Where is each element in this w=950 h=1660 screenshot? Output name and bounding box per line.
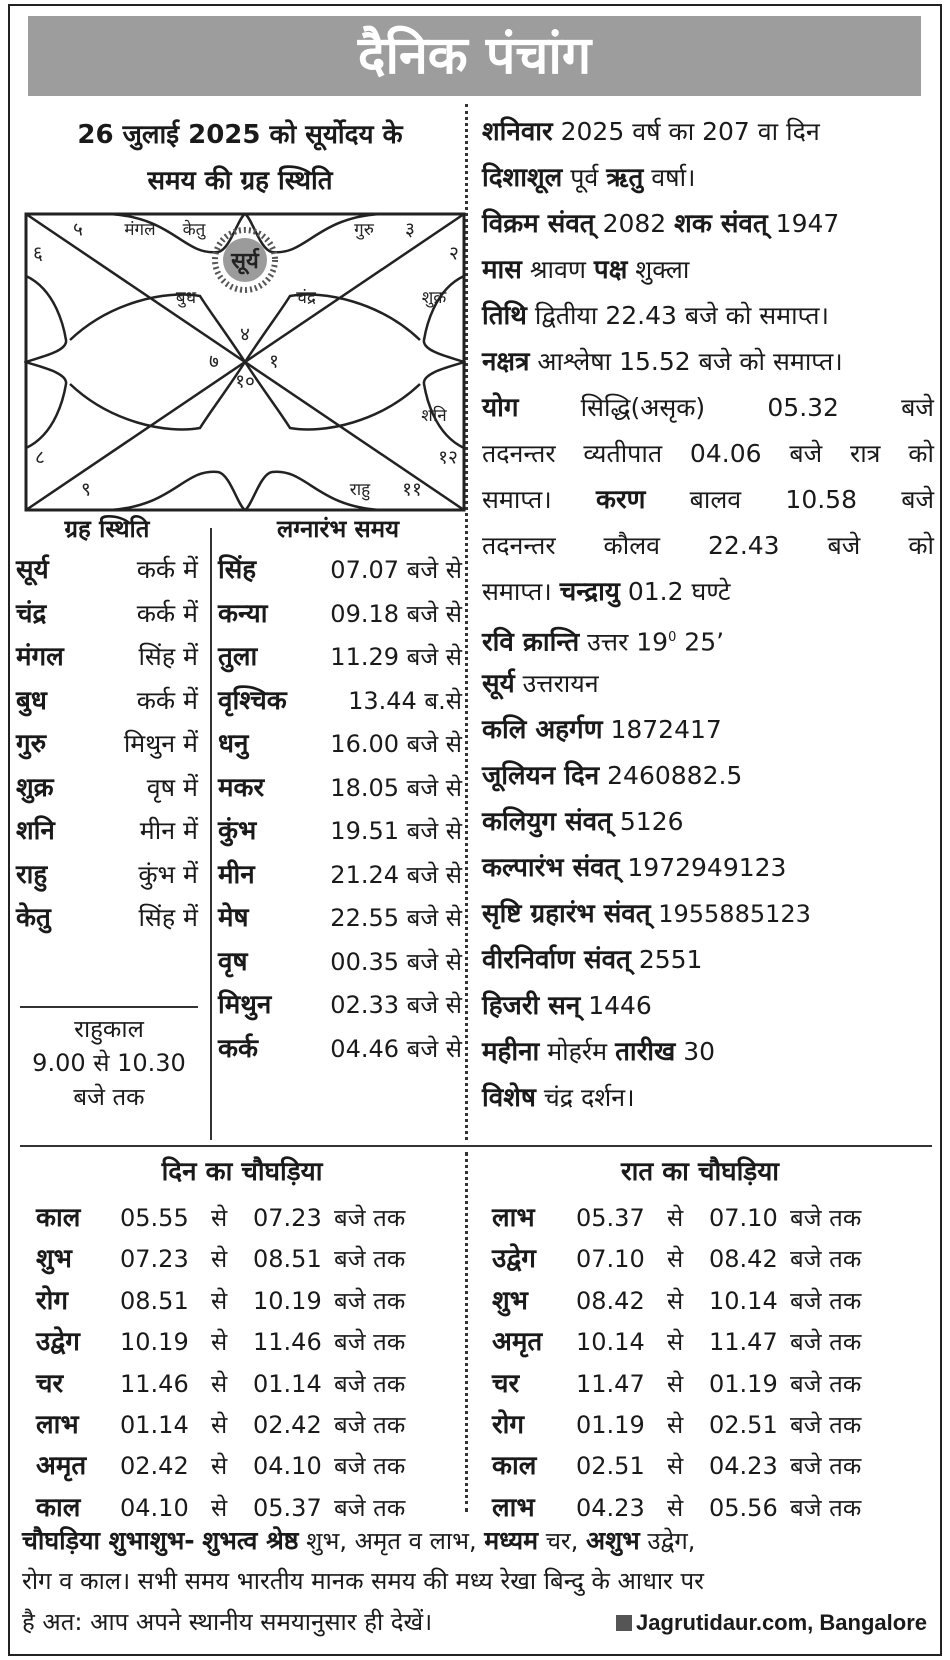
choghadiya-suffix: बजे तक <box>334 1411 406 1439</box>
lagna-time: 18.05 बजे से <box>330 773 462 802</box>
hijri-label: हिजरी सन् <box>482 991 581 1021</box>
graha-lagna-divider <box>210 528 212 1140</box>
choghadiya-from: 11.47 <box>576 1369 645 1398</box>
choghadiya-row <box>36 1405 456 1446</box>
choghadiya-row <box>36 1281 456 1322</box>
choghadiya-name: चर <box>492 1368 520 1399</box>
day-label: शनिवार <box>482 117 553 147</box>
choghadiya-from: 11.46 <box>120 1369 189 1398</box>
choghadiya-se: से <box>211 1411 228 1439</box>
brand-text: Jagrutidaur.com, Bangalore <box>636 1610 927 1635</box>
choghadiya-se: से <box>211 1245 228 1274</box>
rahukaal-suffix: बजे तक <box>73 1083 145 1111</box>
choghadiya-se: से <box>211 1328 228 1357</box>
kranti-label: रवि क्रान्ति <box>482 627 580 658</box>
lagna-row <box>218 895 462 941</box>
choghadiya-to: 07.10 <box>709 1204 778 1232</box>
detail-kranti-line: रवि क्रान्ति उत्तर $19^0$ 25’ <box>482 627 725 658</box>
choghadiya-from: 05.37 <box>576 1204 645 1232</box>
choghadiya-suffix: बजे तक <box>790 1204 862 1232</box>
kundli-chart <box>24 212 466 512</box>
detail-ahargan-line <box>482 707 934 753</box>
graha-row <box>16 591 198 637</box>
lagna-time: 07.07 बजे से <box>330 556 462 584</box>
chart-curve-bottom <box>110 472 380 510</box>
choghadiya-name: लाभ <box>36 1410 79 1440</box>
shak-label: शक संवत् <box>674 209 768 239</box>
detail-nakshatra-line <box>482 339 934 385</box>
choghadiya-se: से <box>667 1328 684 1357</box>
kaliyug-value: 5126 <box>619 807 684 836</box>
graha-row <box>16 634 198 680</box>
lagna-row <box>218 765 462 811</box>
lagna-row <box>218 852 462 898</box>
dishashool-value: पूर्व <box>570 163 599 192</box>
footer-ashubh-label: अशुभ <box>586 1526 640 1555</box>
detail-karan-line2: तदनन्तर कौलव 22.43 बजे को <box>482 531 934 560</box>
footer-shresth: शुभ, अमृत व लाभ, <box>306 1527 477 1555</box>
lagna-title: लग्नारंभ समय <box>276 515 400 543</box>
footer-ashubh: उद्वेग, <box>647 1527 696 1555</box>
veer-value: 2551 <box>638 945 703 974</box>
vishesh-label: विशेष <box>482 1083 536 1113</box>
tarikh-label: तारीख <box>615 1037 676 1067</box>
choghadiya-to: 01.14 <box>253 1369 322 1398</box>
graha-planet: केतु <box>16 903 51 933</box>
choghadiya-suffix: बजे तक <box>334 1204 406 1232</box>
choghadiya-name: शुभ <box>492 1285 528 1316</box>
choghadiya-suffix: बजे तक <box>334 1245 406 1274</box>
choghadiya-to: 10.19 <box>253 1286 322 1315</box>
detail-veer-line <box>482 937 934 983</box>
choghadiya-suffix: बजे तक <box>790 1411 862 1439</box>
ahargan-value: 1872417 <box>610 715 722 744</box>
lagna-row <box>218 939 462 985</box>
graha-row <box>16 547 198 593</box>
house-sign-number: ७ <box>209 350 219 373</box>
choghadiya-to: 02.42 <box>253 1411 322 1439</box>
choghadiya-name: अमृत <box>36 1451 87 1482</box>
choghadiya-name: उद्वेग <box>36 1327 80 1358</box>
veer-label: वीरनिर्वाण संवत् <box>482 945 631 975</box>
choghadiya-from: 05.55 <box>120 1204 189 1232</box>
choghadiya-se: से <box>667 1286 684 1315</box>
house-planet: राहु <box>349 480 371 500</box>
choghadiya-se: से <box>667 1411 684 1439</box>
lagna-time: 13.44 ब.से <box>348 686 462 715</box>
choghadiya-from: 04.10 <box>120 1493 189 1522</box>
choghadiya-suffix: बजे तक <box>334 1493 406 1522</box>
choghadiya-from: 07.23 <box>120 1245 189 1274</box>
choghadiya-to: 08.51 <box>253 1245 322 1274</box>
kranti-degrees: 19 <box>636 627 669 657</box>
lagna-sign: सिंह <box>218 555 257 585</box>
lagna-time: 19.51 बजे से <box>330 817 462 845</box>
lagna-row <box>218 591 462 637</box>
choghadiya-to: 05.56 <box>709 1493 778 1522</box>
lagna-sign: कुंभ <box>218 816 257 846</box>
choghadiya-name: शुभ <box>36 1244 72 1275</box>
brand <box>616 1602 927 1643</box>
choghadiya-row <box>492 1198 912 1239</box>
column-divider-bottom <box>465 1152 468 1512</box>
lagna-row <box>218 1026 462 1072</box>
graha-row <box>16 678 198 724</box>
choghadiya-name: काल <box>36 1492 81 1523</box>
sun-label: सूर्य <box>231 249 259 274</box>
kalparambh-value: 1972949123 <box>627 853 787 882</box>
house-sign-number: १० <box>235 370 255 393</box>
choghadiya-name: लाभ <box>492 1203 535 1233</box>
graha-sign: सिंह में <box>138 903 198 932</box>
kaliyug-label: कलियुग संवत् <box>482 807 612 837</box>
detail-kaliyug-line <box>482 799 934 845</box>
detail-chandrayu-line <box>482 569 934 615</box>
graha-planet: शुक्र <box>16 772 54 803</box>
choghadiya-row <box>492 1322 912 1363</box>
choghadiya-to: 10.14 <box>709 1286 778 1315</box>
lagna-sign: कर्क <box>218 1033 258 1064</box>
chandrayu-label: चन्द्रायु <box>559 577 620 607</box>
chart-heading <box>22 112 458 204</box>
choghadiya-se: से <box>667 1452 684 1481</box>
house-sign-number: ११ <box>402 478 422 501</box>
choghadiya-suffix: बजे तक <box>790 1369 862 1398</box>
paksh-label: पक्ष <box>593 255 628 285</box>
yog-value: सिद्धि(असृक) 05.32 बजे <box>580 393 934 422</box>
choghadiya-to: 11.47 <box>709 1328 778 1357</box>
rahukaal-box <box>18 1012 200 1114</box>
choghadiya-row <box>36 1364 456 1405</box>
chart-heading-line2: समय की ग्रह स्थिति <box>147 166 333 196</box>
house-planet: चंद्र <box>296 288 316 308</box>
choghadiya-se: से <box>211 1452 228 1481</box>
choghadiya-to: 11.46 <box>253 1328 322 1357</box>
footer-madhyam: चर, <box>545 1527 579 1555</box>
day-choghadiya-title: दिन का चौघड़िया <box>161 1157 323 1187</box>
choghadiya-to: 07.23 <box>253 1204 322 1232</box>
graha-row <box>16 895 198 941</box>
choghadiya-divider <box>20 1145 932 1147</box>
choghadiya-suffix: बजे तक <box>334 1452 406 1481</box>
karan-label: करण <box>595 485 646 515</box>
day-text: 2025 वर्ष का 207 वा दिन <box>560 117 820 146</box>
choghadiya-row <box>492 1239 912 1280</box>
rahukaal-time: 9.00 से 10.30 <box>32 1049 186 1077</box>
brand-square-icon <box>616 1615 632 1631</box>
detail-yog-line2: तदनन्तर व्यतीपात 04.06 बजे रात्र को <box>482 439 934 468</box>
chart-curve-left <box>26 276 66 448</box>
footer-line3 <box>22 1602 927 1643</box>
detail-yog-line <box>482 385 934 431</box>
house-sign-number: ३ <box>405 218 415 241</box>
lagna-sign: वृश्चिक <box>218 685 287 716</box>
house-sign-number: ४ <box>240 323 250 346</box>
detail-samvat-line <box>482 201 934 247</box>
lagna-sign: धनु <box>218 729 249 759</box>
footer-label: चौघड़िया शुभाशुभ- <box>22 1526 195 1555</box>
house-sign-number: ५ <box>73 218 83 241</box>
lagna-row <box>218 721 462 767</box>
vikram-value: 2082 <box>602 209 667 238</box>
detail-vishesh-line <box>482 1075 934 1121</box>
choghadiya-from: 02.42 <box>120 1452 189 1481</box>
choghadiya-from: 01.14 <box>120 1411 189 1439</box>
graha-planet: सूर्य <box>16 555 49 585</box>
house-planet: शुक्र <box>421 288 447 308</box>
choghadiya-suffix: बजे तक <box>790 1493 862 1522</box>
choghadiya-suffix: बजे तक <box>790 1328 862 1357</box>
choghadiya-name: उद्वेग <box>492 1244 536 1275</box>
choghadiya-se: से <box>211 1369 228 1398</box>
graha-planet: गुरु <box>16 729 47 759</box>
rahukaal-divider <box>20 1006 198 1008</box>
choghadiya-suffix: बजे तक <box>790 1286 862 1315</box>
lagna-sign: मिथुन <box>218 990 272 1020</box>
hijri-value: 1446 <box>588 991 652 1020</box>
house-sign-number: १२ <box>438 446 458 469</box>
ritu-label: ऋतु <box>606 163 644 193</box>
graha-sign: मिथुन में <box>123 729 198 758</box>
choghadiya-row <box>36 1239 456 1280</box>
lagna-row <box>218 982 462 1028</box>
choghadiya-se: से <box>667 1369 684 1398</box>
house-planet: शनि <box>421 406 447 426</box>
graha-planet: मंगल <box>16 642 64 672</box>
detail-mahina-line <box>482 1029 934 1075</box>
mahina-value: मोहर्रम <box>547 1037 608 1066</box>
detail-tithi-line <box>482 293 934 339</box>
karan-value: बालव 10.58 बजे <box>689 485 935 514</box>
choghadiya-se: से <box>667 1204 684 1232</box>
rahukaal-title: राहुकाल <box>74 1015 144 1043</box>
vishesh-value: चंद्र दर्शन। <box>543 1083 635 1112</box>
chandrayu-value: 01.2 घण्टे <box>627 577 731 606</box>
choghadiya-se: से <box>211 1286 228 1315</box>
ritu-value: वर्षा। <box>651 163 696 192</box>
detail-dishashool-line <box>482 155 934 201</box>
choghadiya-to: 08.42 <box>709 1245 778 1274</box>
kranti-direction: उत्तर <box>587 627 629 657</box>
choghadiya-row <box>36 1322 456 1363</box>
graha-sign: कर्क में <box>136 598 198 628</box>
detail-day-line <box>482 109 934 155</box>
house-planet: बुध <box>175 288 197 308</box>
graha-sthiti-title: ग्रह स्थिति <box>64 515 150 543</box>
lagna-time: 02.33 बजे से <box>330 991 462 1019</box>
srishti-value: 1955885123 <box>658 900 811 928</box>
choghadiya-to: 01.19 <box>709 1369 778 1398</box>
graha-planet: चंद्र <box>16 598 47 629</box>
detail-maas-line <box>482 247 934 293</box>
lagna-time: 22.55 बजे से <box>330 904 462 932</box>
detail-srishti-line <box>482 891 934 937</box>
nakshatra-value: आश्लेषा 15.52 बजे को समाप्त। <box>537 347 843 376</box>
shak-value: 1947 <box>775 209 840 238</box>
footer-shresth-label: शुभत्व श्रेष्ठ <box>202 1526 299 1555</box>
maas-label: मास <box>482 255 522 285</box>
julian-label: जूलियन दिन <box>482 761 600 791</box>
choghadiya-row <box>36 1446 456 1487</box>
graha-sign: सिंह में <box>138 642 198 671</box>
nakshatra-label: नक्षत्र <box>482 347 530 377</box>
surya-label: सूर्य <box>482 669 515 699</box>
lagna-time: 04.46 बजे से <box>330 1034 462 1063</box>
graha-planet: बुध <box>16 685 47 716</box>
surya-value: उत्तरायन <box>522 669 599 698</box>
graha-sign: वृष में <box>146 772 198 802</box>
house-planet: मंगल <box>124 220 156 240</box>
choghadiya-from: 02.51 <box>576 1452 645 1481</box>
house-planet: गुरु <box>354 220 374 240</box>
lagna-time: 09.18 बजे से <box>330 599 462 628</box>
graha-planet: शनि <box>16 816 55 846</box>
night-choghadiya-title: रात का चौघड़िया <box>620 1157 780 1187</box>
choghadiya-name: रोग <box>36 1285 69 1316</box>
maas-value: श्रावण <box>529 255 586 284</box>
choghadiya-row <box>492 1281 912 1322</box>
house-sign-number: ६ <box>33 242 43 265</box>
tarikh-value: 30 <box>683 1037 716 1066</box>
choghadiya-row <box>492 1364 912 1405</box>
detail-karan-line <box>482 477 934 523</box>
julian-value: 2460882.5 <box>607 761 743 790</box>
graha-row <box>16 852 198 898</box>
lagna-row <box>218 808 462 854</box>
srishti-label: सृष्टि ग्रहारंभ संवत् <box>482 899 651 929</box>
choghadiya-suffix: बजे तक <box>334 1328 406 1357</box>
choghadiya-name: अमृत <box>492 1327 543 1358</box>
tithi-label: तिथि <box>482 301 527 331</box>
house-planet: केतु <box>182 220 206 240</box>
chart-heading-line1: 26 जुलाई 2025 को सूर्योदय के <box>77 120 403 150</box>
lagna-row <box>218 547 462 593</box>
detail-surya-line <box>482 661 934 707</box>
graha-sign: कर्क में <box>136 555 198 584</box>
choghadiya-suffix: बजे तक <box>334 1369 406 1398</box>
detail-kalparambh-line <box>482 845 934 891</box>
lagna-sign: मकर <box>218 772 265 803</box>
lagna-time: 11.29 बजे से <box>330 643 462 671</box>
graha-sign: मीन में <box>139 816 198 845</box>
choghadiya-name: लाभ <box>492 1492 535 1523</box>
choghadiya-suffix: बजे तक <box>790 1245 862 1274</box>
graha-sign: कुंभ में <box>138 859 198 889</box>
house-sign-number: १ <box>269 350 279 373</box>
lagna-sign: तुला <box>218 642 258 672</box>
choghadiya-to: 04.10 <box>253 1452 322 1481</box>
graha-sign: कर्क में <box>136 685 198 715</box>
graha-planet: राहु <box>16 859 48 890</box>
paksh-value: शुक्ला <box>635 255 690 284</box>
choghadiya-name: रोग <box>492 1410 525 1440</box>
dishashool-label: दिशाशूल <box>482 163 563 193</box>
graha-row <box>16 721 198 767</box>
lagna-row <box>218 678 462 724</box>
footer-line3-text: है अत: आप अपने स्थानीय समयानुसार ही देखें। <box>22 1608 433 1636</box>
graha-row <box>16 808 198 854</box>
choghadiya-name: काल <box>492 1451 537 1482</box>
house-sign-number: ९ <box>81 478 91 501</box>
lagna-time: 00.35 बजे से <box>330 947 462 976</box>
mahina-label: महीना <box>482 1037 540 1067</box>
choghadiya-se: से <box>211 1204 228 1232</box>
karan-end: समाप्त। <box>482 577 552 606</box>
tithi-value: द्वितीया 22.43 बजे को समाप्त। <box>534 301 830 330</box>
choghadiya-se: से <box>667 1245 684 1274</box>
title-banner <box>28 16 921 96</box>
choghadiya-suffix: बजे तक <box>790 1452 862 1481</box>
choghadiya-to: 05.37 <box>253 1493 322 1522</box>
house-sign-number: ८ <box>35 446 45 469</box>
lagna-sign: वृष <box>218 946 248 977</box>
lagna-sign: मीन <box>218 859 255 890</box>
choghadiya-to: 02.51 <box>709 1411 778 1439</box>
yog-end: समाप्त। <box>482 485 552 514</box>
choghadiya-suffix: बजे तक <box>334 1286 406 1315</box>
choghadiya-se: से <box>211 1493 228 1522</box>
vikram-label: विक्रम संवत् <box>482 209 595 239</box>
lagna-sign: मेष <box>218 903 249 933</box>
lagna-row <box>218 634 462 680</box>
yog-label: योग <box>482 393 519 423</box>
choghadiya-row <box>492 1446 912 1487</box>
choghadiya-from: 04.23 <box>576 1493 645 1522</box>
choghadiya-name: काल <box>36 1203 81 1233</box>
detail-hijri-line <box>482 983 934 1029</box>
choghadiya-to: 04.23 <box>709 1452 778 1481</box>
graha-row <box>16 765 198 811</box>
choghadiya-from: 10.19 <box>120 1328 189 1357</box>
page-title: दैनिक पंचांग <box>357 26 592 86</box>
lagna-time: 16.00 बजे से <box>330 730 462 758</box>
choghadiya-from: 07.10 <box>576 1245 645 1274</box>
choghadiya-from: 10.14 <box>576 1328 645 1357</box>
footer-line1 <box>22 1520 927 1561</box>
choghadiya-row <box>492 1405 912 1446</box>
lagna-sign: कन्या <box>218 598 268 629</box>
kranti-minutes: 25 <box>684 627 717 657</box>
footer-line2: रोग व काल। सभी समय भारतीय मानक समय की मध्य रेखा बिन्दु के आधार पर <box>22 1567 704 1595</box>
footer-madhyam-label: मध्यम <box>484 1526 539 1555</box>
choghadiya-name: चर <box>36 1368 64 1399</box>
choghadiya-from: 08.42 <box>576 1286 645 1315</box>
lagna-time: 21.24 बजे से <box>330 860 462 889</box>
choghadiya-from: 01.19 <box>576 1411 645 1439</box>
detail-julian-line <box>482 753 934 799</box>
choghadiya-row <box>36 1198 456 1239</box>
choghadiya-se: से <box>667 1493 684 1522</box>
choghadiya-from: 08.51 <box>120 1286 189 1315</box>
footer-note <box>22 1520 927 1643</box>
kalparambh-label: कल्पारंभ संवत् <box>482 853 620 883</box>
ahargan-label: कलि अहर्गण <box>482 715 603 745</box>
house-sign-number: २ <box>449 242 459 265</box>
